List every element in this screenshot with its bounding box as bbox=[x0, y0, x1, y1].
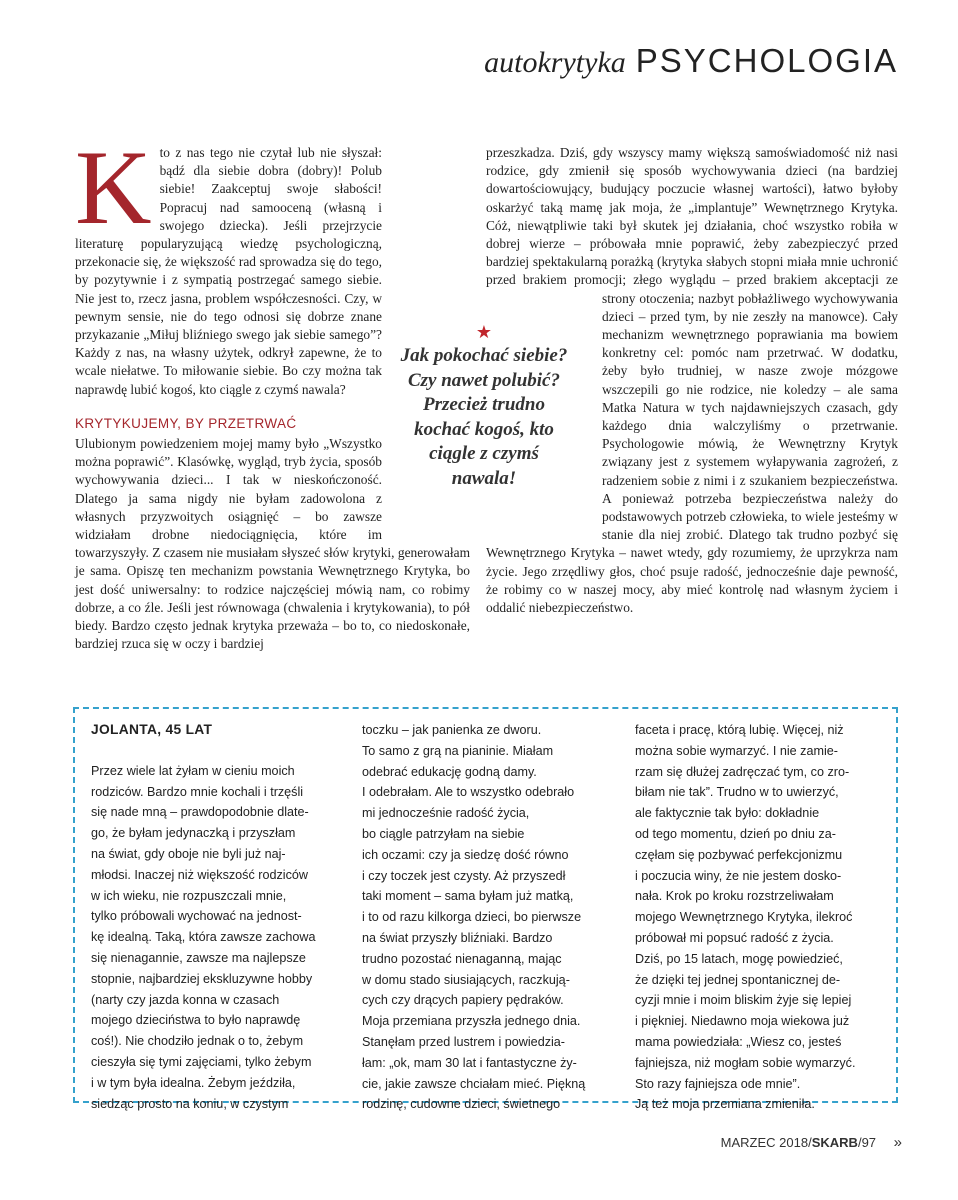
testimonial-line: bo ciągle patrzyłam na siebie bbox=[362, 826, 525, 841]
issue-date: MARZEC 2018/ bbox=[720, 1135, 812, 1150]
next-page-icon[interactable]: » bbox=[893, 1134, 902, 1151]
page-header bbox=[484, 42, 898, 80]
testimonial-line: się nienagannie, zawsze ma najlepsze bbox=[91, 950, 306, 965]
article-paragraph-mother: Ulubionym powiedzeniem mojej mamy było „Wszystko można poprawić”. Klasówkę, wygląd, tryb życia, sposób wychowywania dzieci... I tak w nieskończoność. Dlatego ja sama nigdy nie byłam zadowolona z własnych przyzwoitych osiągnięć – bo zawsze widziałam drobne niedociągnięcia, które im towarzyszyły. Z czasem nie musiałam słyszeć słów krytyki, generowałam je sama. Opiszę ten mechanizm powstania Wewnętrznego Krytyka, bo jest dość uniwersalny: to rodzice najczęściej mówią nam, co robimy dobrze, a co źle. Jeśli jest równowaga (chwalenia i krytykowania), to pół biedy. Bardzo często jednak krytyka przeważa – bo to, co niedoskonałe, bardziej rzuca się w oczy i bardziej bbox=[75, 436, 470, 652]
testimonial-line: tylko próbowali wychować na jednost- bbox=[91, 909, 302, 924]
testimonial-line: ich oczami: czy ja siedzę dość równo bbox=[362, 847, 569, 862]
testimonial-line: i to od razu kilkorga dzieci, bo pierwsze bbox=[362, 910, 582, 925]
testimonial-column-1 bbox=[91, 720, 346, 1114]
testimonial-line: i piękniej. Niedawno moja wiekowa już bbox=[635, 1014, 850, 1029]
section-label: autokrytyka bbox=[484, 46, 626, 79]
testimonial-line: I odebrałam. Ale to wszystko odebrało bbox=[362, 785, 575, 800]
testimonial-line: To samo z grą na pianinie. Miałam bbox=[362, 743, 554, 758]
testimonial-line: stopnie, najbardziej ekskluzywne hobby bbox=[91, 971, 313, 986]
testimonial-line: mama powiedziała: „Wiesz co, jesteś bbox=[635, 1034, 842, 1049]
testimonial-line: Stanęłam przed lustrem i powiedzia- bbox=[362, 1034, 565, 1049]
testimonial-box bbox=[73, 707, 898, 1112]
testimonial-line: rodzinę, cudowne dzieci, świetnego bbox=[362, 1097, 561, 1112]
testimonial-line: młodsi. Inaczej niż większość rodziców bbox=[91, 867, 308, 882]
testimonial-line: nała. Krok po kroku rozstrzeliwałam bbox=[635, 889, 834, 904]
testimonial-line: cieszyła się tymi zajęciami, tylko żebym bbox=[91, 1054, 312, 1069]
testimonial-line: od tego momentu, dzień po dniu za- bbox=[635, 826, 836, 841]
star-icon: ★ bbox=[475, 322, 493, 342]
testimonial-line: Przez wiele lat żyłam w cieniu moich bbox=[91, 763, 295, 778]
testimonial-line: Dziś, po 15 latach, mogę powiedzieć, bbox=[635, 951, 843, 966]
testimonial-line: rzam się dłużej zadręczać tym, co zro- bbox=[635, 764, 850, 779]
testimonial-line: kę idealną. Taką, która zawsze zachowa bbox=[91, 930, 316, 945]
article-paragraph-intro: to z nas tego nie czytał lub nie słyszał: bądź dla siebie dobra (dobry)! Polub siebie! Zaakceptuj swoje słabości! Popracuj nad samooceną (własną i swojego dziecka). Jeśli przejrzycie literaturę popularyzującą wiedzę psychologiczną, przekonacie się, że większość rad sprowadza się do tego, by pozytywnie i z sympatią postrzegać samego siebie. Nie jest to, rzecz jasna, problem współczesności. Czy, w pewnym sensie, nie do tego odnosi się dobrze znane przykazanie „Miłuj bliźniego swego jak siebie samego”? Każdy z nas, na własny użytek, odkrył zapewne, że to wcale niełatwe. To miłowanie siebie. Bo czy można tak naprawdę lubić kogoś, kto ciągle z czymś nawala? bbox=[75, 145, 382, 397]
testimonial-title: JOLANTA, 45 LAT bbox=[91, 722, 213, 737]
testimonial-column-2 bbox=[362, 720, 617, 1115]
testimonial-line: w domu stado siusiających, raczkują- bbox=[362, 972, 570, 987]
testimonial-line: rodziców. Bardzo mnie kochali i trzęśli bbox=[91, 784, 304, 799]
testimonial-line: mojego dzieciństwa to było naprawdę bbox=[91, 1013, 301, 1028]
article-paragraph-critic: przeszkadza. Dziś, gdy wszyscy mamy większą samoświadomość niż nasi rodzice, gdy zmienił się sposób wychowywania dzieci (na bardziej dowartościowujący, budujący poczucie własnej wartości), łatwo byłoby oskarżyć taką mamę jak moja, że „implantuje” Wewnętrznego Krytyka. Cóż, niewątpliwie taki był skutek jej działania, choć wszystko robiła w dobrej wierze – próbowała mnie poprawić, żeby zabezpieczyć przed bardziej spektakularną porażką (krytyka słabych stopni miała mnie uchronić przed brakiem promocji; złego wyglądu – przed brakiem akceptacji ze strony otoczenia; nazbyt pobłażliwego wychowywania dzieci – przed tym, by nie zeszły na manowce). Cały mechanizm wewnętrznego poprawiania ma bowiem konkretny cel: pomóc nam przetrwać. W dodatku, żeby było trudniej, w nasze zwoje mózgowe wszczepili go nie rodzice, nie koledzy – ale sama Matka Natura w tych najdawniejszych czasach, gdy każdego dnia walczyliśmy o przetrwanie. Psychologowie mówią, że Wewnętrzny Krytyk związany jest z systemem wyłapywania zagrożeń, z radzeniem sobie z nimi i z szukaniem bezpieczeństwa. A ponieważ potrzeba bezpieczeństwa należy do podstawowych potrzeb człowieka, to wiele jesteśmy w stanie dla niej zrobić. Dlatego tak trudno pozbyć się Wewnętrznego Krytyka – nawet wtedy, gdy rozumiemy, że uprzykrza nam życie. Jego zrzędliwy głos, choć psuje radość, jednocześnie daje pewność, że robimy co w naszej mocy, aby mieć kontrolę nad własnym życiem i oddalić niebezpieczeństwo. bbox=[486, 145, 898, 616]
drop-cap: K bbox=[75, 129, 152, 246]
testimonial-line: częłam się pozbywać perfekcjonizmu bbox=[635, 847, 843, 862]
testimonial-line: cyzji mnie i moim bliskim żyje się lepiej bbox=[635, 993, 852, 1008]
testimonial-line: na świat, gdy oboje nie byli już naj- bbox=[91, 846, 286, 861]
testimonial-line: na świat przyszły bliźniaki. Bardzo bbox=[362, 930, 553, 945]
testimonial-line: odebrać edukację godną damy. bbox=[362, 764, 537, 779]
testimonial-column-3 bbox=[635, 720, 890, 1115]
page-number: /97 bbox=[857, 1135, 877, 1150]
testimonial-line: i w tym była idealna. Żebym jeździła, bbox=[91, 1075, 296, 1090]
testimonial-line: trudno pozostać nienaganną, mając bbox=[362, 951, 562, 966]
testimonial-line: go, że byłam jedynaczką i przyszłam bbox=[91, 826, 296, 841]
article-subheading: KRYTYKUJEMY, BY PRZETRWAĆ bbox=[75, 415, 297, 431]
testimonial-line: biłam nie tak”. Trudno w to uwierzyć, bbox=[635, 785, 839, 800]
testimonial-line: się nade mną – prawdopodobnie dlate- bbox=[91, 805, 309, 820]
testimonial-line: faceta i pracę, którą lubię. Więcej, niż bbox=[635, 723, 844, 737]
testimonial-line: cych czy drących papiery pędraków. bbox=[362, 993, 564, 1008]
testimonial-line: i poczucia winy, że nie jestem dosko- bbox=[635, 868, 842, 883]
testimonial-line: cie, jakie zawsze chciałam mieć. Piękną bbox=[362, 1076, 586, 1091]
testimonial-line: fajniejsza, niż mogłam sobie wymarzyć. bbox=[635, 1055, 856, 1070]
testimonial-line: łam: „ok, mam 30 lat i fantastyczne ży- bbox=[362, 1055, 577, 1070]
testimonial-line: siedząc prosto na koniu, w czystym bbox=[91, 1096, 289, 1111]
testimonial-line: Moja przemiana przyszła jednego dnia. bbox=[362, 1014, 581, 1029]
testimonial-line: (narty czy jazda konna w czasach bbox=[91, 992, 280, 1007]
testimonial-line: mi jednocześnie radość życia, bbox=[362, 806, 530, 821]
pull-quote-text: Jak pokochać siebie? Czy nawet polubić? Przecież trudno kochać kogoś, kto ciągle z czymś nawala! bbox=[400, 345, 568, 489]
testimonial-line: próbował mi popsuć radość z życia. bbox=[635, 930, 834, 945]
page-footer bbox=[721, 1134, 902, 1151]
testimonial-line: taki moment – sama byłam już matką, bbox=[362, 889, 574, 904]
testimonial-line: Ją też moja przemiana zmieniła. bbox=[635, 1097, 815, 1112]
testimonial-line: można sobie wymarzyć. I nie zamie- bbox=[635, 743, 838, 758]
magazine-section-title: PSYCHOLOGIA bbox=[635, 42, 898, 79]
pull-quote bbox=[396, 322, 572, 491]
magazine-brand: SKARB bbox=[811, 1135, 858, 1150]
testimonial-line: ale faktycznie tak było: dokładnie bbox=[635, 806, 820, 821]
testimonial-line: w ich wieku, nie rozpuszczali mnie, bbox=[91, 888, 287, 903]
testimonial-line: mojego Wewnętrznego Krytyka, ilekroć bbox=[635, 910, 853, 925]
testimonial-line: i czy toczek jest czysty. Aż przyszedł bbox=[362, 868, 566, 883]
testimonial-line: coś!). Nie chodziło jednak o to, żebym bbox=[91, 1034, 304, 1049]
testimonial-line: toczku – jak panienka ze dworu. bbox=[362, 723, 542, 737]
testimonial-line: że dzięki tej jednej spontanicznej de- bbox=[635, 972, 841, 987]
testimonial-line: Sto razy fajniejsza ode mnie”. bbox=[635, 1076, 801, 1091]
